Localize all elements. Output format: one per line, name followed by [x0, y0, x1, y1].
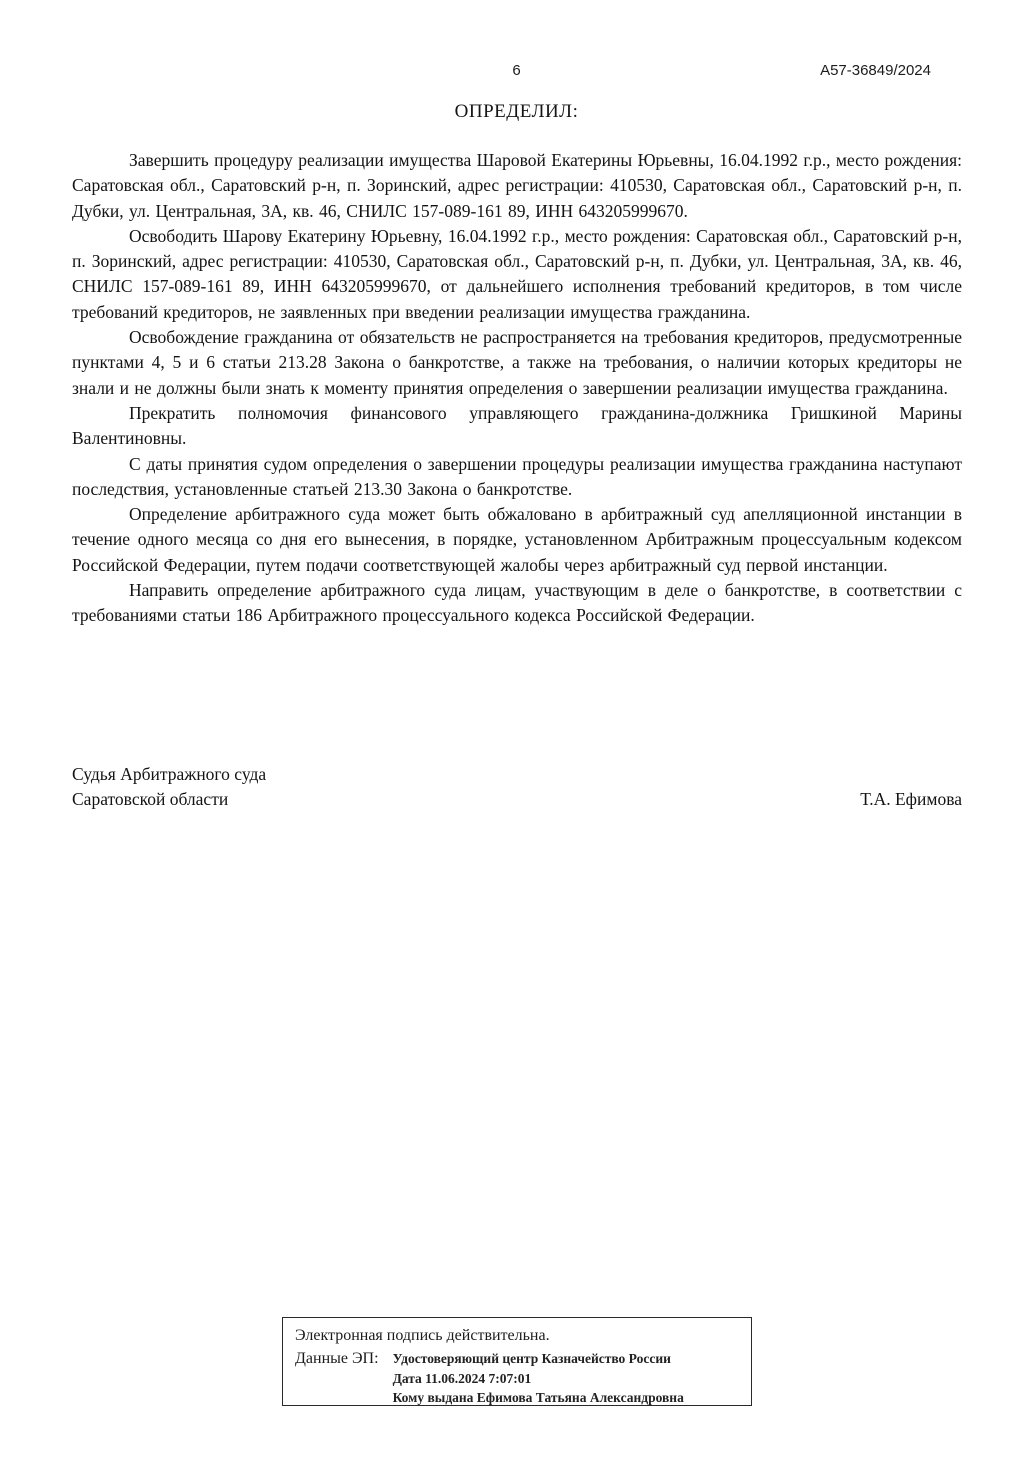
stamp-validity-text: Электронная подпись действительна.	[295, 1327, 550, 1344]
document-body	[72, 148, 962, 629]
document-heading: ОПРЕДЕЛИЛ:	[454, 101, 579, 122]
signature-block	[72, 762, 962, 813]
judge-title-line1: Судья Арбитражного суда	[72, 764, 267, 784]
stamp-certification-center: Удостоверяющий центр Казначейство России	[392, 1351, 671, 1366]
stamp-data-label: Данные ЭП:	[295, 1350, 379, 1367]
page-header	[72, 62, 961, 84]
paragraph-appeal-procedure: Определение арбитражного суда может быть обжаловано в арбитражный суд апелляционной инстанции в течение одного месяца со дня его вынесения, в порядке, установленном Арбитражным процессуальным кодексом Российской Федерации, путем подачи соответствующей жалобы через арбитражный суд первой инстанции.	[72, 504, 962, 575]
paragraph-resolution-5: С даты принятия судом определения о завершении процедуры реализации имущества гражданина наступают последствия, установленные статьей 213.30 Закона о банкротстве.	[72, 453, 962, 499]
judge-title-line2: Саратовской области	[72, 789, 229, 810]
electronic-signature-stamp	[282, 1317, 752, 1406]
paragraph-resolution-4: Прекратить полномочия финансового управляющего гражданина-должника Гришкиной Марины Валентиновны.	[72, 402, 962, 449]
paragraph-resolution-1: Завершить процедуру реализации имущества Шаровой Екатерины Юрьевны, 16.04.1992 г.р., место рождения: Саратовская обл., Саратовский р-н, п. Зоринский, адрес регистрации: 410530, Саратовская обл., Саратовский р-н, п. Дубки, ул. Центральная, 3А, кв. 46, СНИЛС 157-089-161 89, ИНН 643205999670.	[72, 150, 962, 221]
stamp-data-row	[295, 1349, 741, 1408]
judge-name: Т.А. Ефимова	[860, 789, 962, 810]
paragraph-distribution: Направить определение арбитражного суда лицам, участвующим в деле о банкротстве, в соответствии с требованиями статьи 186 Арбитражного процессуального кодекса Российской Федерации.	[72, 580, 962, 626]
stamp-details	[393, 1349, 684, 1408]
paragraph-resolution-2: Освободить Шарову Екатерину Юрьевну, 16.04.1992 г.р., место рождения: Саратовская обл., Саратовский р-н, п. Зоринский, адрес регистрации: 410530, Саратовская обл., Саратовский р-н, п. Дубки, ул. Центральная, 3А, кв. 46, СНИЛС 157-089-161 89, ИНН 643205999670, от дальнейшего исполнения требований кредиторов, в том числе требований кредиторов, не заявленных при введении реализации имущества гражданина.	[72, 225, 962, 322]
page-number: 6	[512, 62, 521, 79]
signature-row	[72, 787, 962, 812]
stamp-issued-to: Кому выдана Ефимова Татьяна Александровна	[392, 1390, 684, 1405]
case-number: А57-36849/2024	[820, 62, 931, 79]
paragraph-resolution-3: Освобождение гражданина от обязательств не распространяется на требования кредиторов, предусмотренные пунктами 4, 5 и 6 статьи 213.28 Закона о банкротстве, а также на требования, о наличии которых кредиторы не знали и не должны были знать к моменту принятия определения о завершении реализации имущества гражданина.	[72, 327, 962, 398]
stamp-date: Дата 11.06.2024 7:07:01	[392, 1370, 532, 1386]
